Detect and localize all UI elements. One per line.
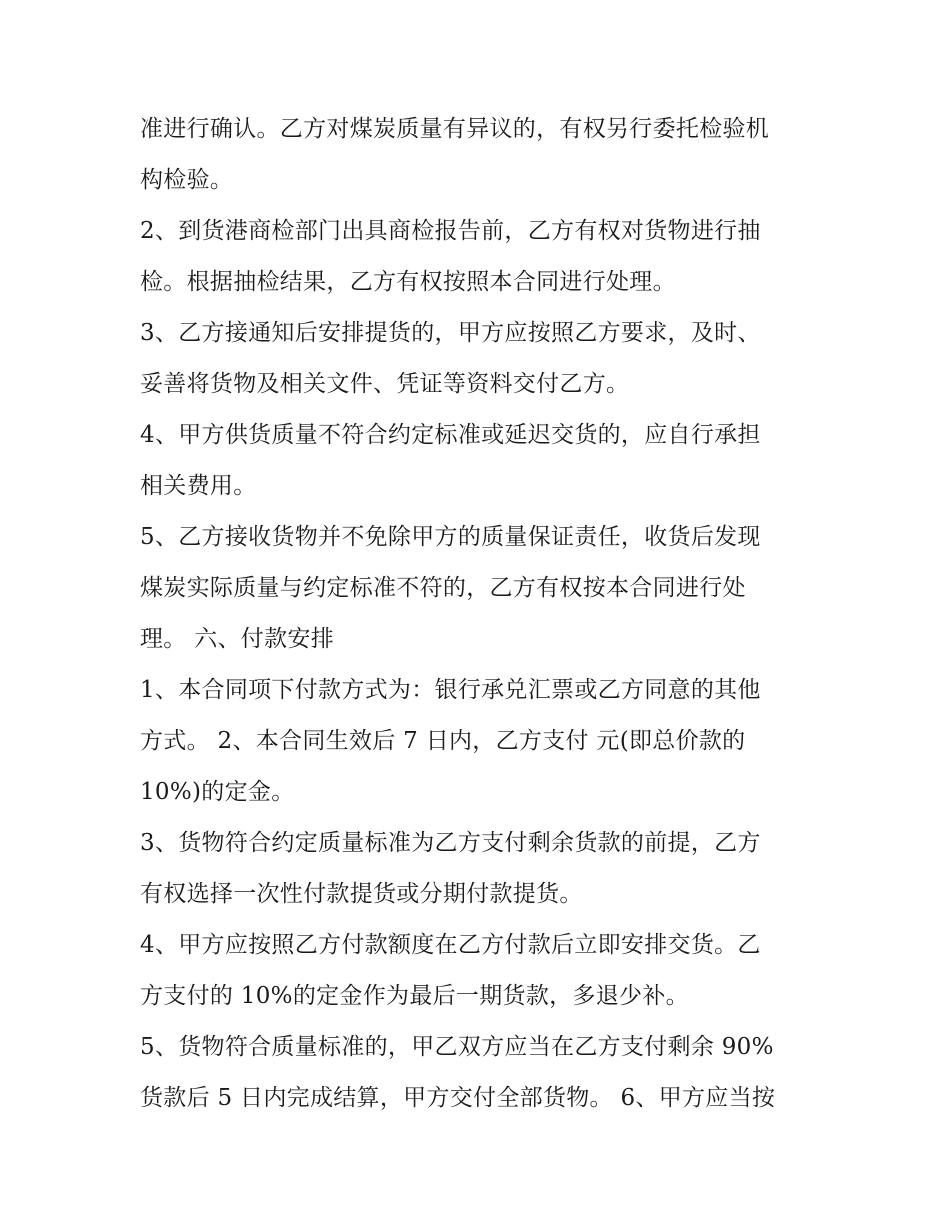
text-line: 2、到货港商检部门出具商检报告前，乙方有权对货物进行抽 [140,218,761,244]
document-body [140,104,820,1124]
text-line: 5、货物符合质量标准的，甲乙双方应当在乙方支付剩余 90% [140,1034,774,1060]
text-line: 检。根据抽检结果，乙方有权按照本合同进行处理。 [140,269,676,295]
text-line: 准进行确认。乙方对煤炭质量有异议的，有权另行委托检验机 [140,116,770,142]
text-line: 方支付的 10%的定金作为最后一期货款，多退少补。 [140,983,689,1009]
text-line: 1、本合同项下付款方式为：银行承兑汇票或乙方同意的其他 [140,677,761,703]
text-line: 有权选择一次性付款提货或分期付款提货。 [140,881,583,907]
text-line: 货款后 5 日内完成结算，甲方交付全部货物。 6、甲方应当按 [140,1085,776,1111]
text-line: 5、乙方接收货物并不免除甲方的质量保证责任，收货后发现 [140,524,761,550]
text-line: 3、货物符合约定质量标准为乙方支付剩余货款的前提，乙方 [140,830,761,856]
text-line: 煤炭实际质量与约定标准不符的，乙方有权按本合同进行处 [140,575,746,601]
text-line: 4、甲方应按照乙方付款额度在乙方付款后立即安排交货。乙 [140,932,761,958]
text-line: 10%)的定金。 [140,779,295,805]
text-line: 理。 六、付款安排 [140,626,335,652]
text-line: 构检验。 [140,167,234,193]
text-line: 相关费用。 [140,473,257,499]
text-line: 4、甲方供货质量不符合约定标准或延迟交货的，应自行承担 [140,422,761,448]
text-line: 妥善将货物及相关文件、凭证等资料交付乙方。 [140,371,630,397]
text-line: 3、乙方接通知后安排提货的，甲方应按照乙方要求，及时、 [140,320,761,346]
text-line: 方式。 2、本合同生效后 7 日内，乙方支付 元(即总价款的 [140,728,746,754]
